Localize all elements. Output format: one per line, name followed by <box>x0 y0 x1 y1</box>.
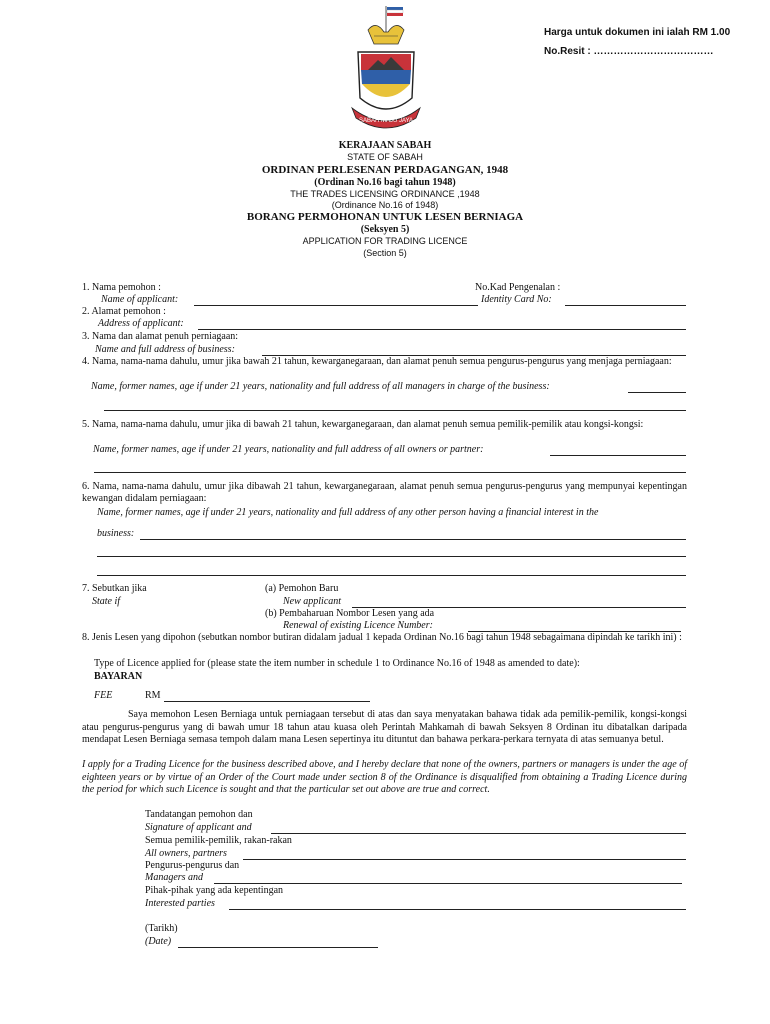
owners-field-2[interactable] <box>94 472 686 473</box>
bayaran-label: BAYARAN <box>94 671 143 682</box>
sig-applicant-field[interactable] <box>271 833 686 834</box>
sig-applicant-english: Signature of applicant and <box>145 822 252 833</box>
ic-label: No.Kad Pengenalan : <box>475 282 561 293</box>
q7-label: 7. Sebutkan jika <box>82 583 147 594</box>
q4-english: Name, former names, age if under 21 years, nationality and full address of all managers in charge of the business: <box>91 381 550 392</box>
declaration-english: I apply for a Trading Licence for the business described above, and I hereby declare that none of the owners, partners or managers is under the age of eighteen years or by virtue of an Order of the Court made under section 8 of the Ordinance is disqualified from obtaining a Trading Licence during the period for which such Licence is sought and that the particular set out above are true and correct. <box>82 759 687 795</box>
fee-label: FEE <box>94 690 113 701</box>
interested-field-3[interactable] <box>97 575 686 576</box>
declaration-malay: Saya memohon Lesen Berniaga untuk perniagaan tersebut di atas dan saya menyatakan bahawa tidak ada pemilik-pemilik, kongsi-kongsi atau pengurus-pengurus yang di bawah umur 18 tahun atau kuasa oleh Perintah Mahkamah di bawah Seksyen 8 Ordinan itu dibatalkan daripada mendapat Lesen Berniaga semasa tempoh dalam mana Lesen sepertinya itu dituntut dan bahawa perkara-perkara ternyata di atas semuanya betul. <box>82 709 687 745</box>
q5-label: 5. Nama, nama-nama dahulu, umur jika di bawah 21 tahun, kewarganegaraan, dan alamat penuh semua pemilik-pemilik atau kongsi-kongsi: <box>82 419 644 430</box>
interested-field-1[interactable] <box>140 539 686 540</box>
date-field[interactable] <box>178 947 378 948</box>
title-state: STATE OF SABAH <box>347 152 423 162</box>
sig-applicant-label: Tandatangan pemohon dan <box>145 809 253 820</box>
date-label: (Tarikh) <box>145 923 178 934</box>
sig-interested-english: Interested parties <box>145 898 215 909</box>
sig-owners-label: Semua pemilik-pemilik, rakan-rakan <box>145 835 292 846</box>
title-ordinance-en: THE TRADES LICENSING ORDINANCE ,1948 <box>290 189 480 199</box>
q8-label: 8. Jenis Lesen yang dipohon (sebutkan nombor butiran didalam jadual 1 kepada Ordinan No.16 bagi tahun 1948 sebagaimana dipindah ke tarikh ini) : <box>82 632 682 643</box>
q7b-label: (b) Pembaharuan Nombor Lesen yang ada <box>265 608 435 619</box>
q6-english-2: business: <box>97 528 135 539</box>
applicant-address-field[interactable] <box>198 329 686 330</box>
sig-owners-english: All owners, partners <box>145 848 227 859</box>
q2-label: 2. Alamat pemohon : <box>82 306 166 317</box>
receipt-number: No.Resit : ……………………………… <box>544 46 714 57</box>
managers-field-1[interactable] <box>628 392 686 393</box>
title-ordinance-no-en: (Ordinance No.16 of 1948) <box>331 200 439 210</box>
sig-managers-field[interactable] <box>214 883 682 884</box>
q4-label: 4. Nama, nama-nama dahulu, umur jika bawah 21 tahun, kewarganegaraan, dan alamat penuh semua pengurus-pengurus yang menjaga perniagaan: <box>82 356 672 367</box>
ic-english: Identity Card No: <box>481 294 552 305</box>
q7-english: State if <box>92 596 121 607</box>
sig-managers-english: Managers and <box>145 872 204 883</box>
q7a-label: (a) Pemohon Baru <box>265 583 339 594</box>
q5-english: Name, former names, age if under 21 years, nationality and full address of all owners or partner: <box>93 444 484 455</box>
sig-owners-field[interactable] <box>243 859 686 860</box>
applicant-name-field[interactable] <box>194 305 478 306</box>
title-ordinan: ORDINAN PERLESENAN PERDAGANGAN, 1948 <box>261 164 509 176</box>
title-kerajaan: KERAJAAN SABAH <box>338 140 432 151</box>
managers-field-2[interactable] <box>104 410 686 411</box>
crest-motto: SABAH MAJU JAYA <box>358 118 414 124</box>
title-section: (Section 5) <box>363 248 407 258</box>
title-borang: BORANG PERMOHONAN UNTUK LESEN BERNIAGA <box>246 211 524 223</box>
q3-english: Name and full address of business: <box>95 344 235 355</box>
sig-interested-field[interactable] <box>229 909 686 910</box>
q6-label: 6. Nama, nama-nama dahulu, umur jika dibawah 21 tahun, kewarganegaraan, alamat penuh semua pengurus-pengurus yang mempunyai kepentingan kewangan didalam perniagaan: <box>82 481 687 504</box>
owners-field-1[interactable] <box>550 455 686 456</box>
interested-field-2[interactable] <box>97 556 686 557</box>
title-application: APPLICATION FOR TRADING LICENCE <box>302 236 468 246</box>
fee-amount-field[interactable] <box>164 701 370 702</box>
q6-english: Name, former names, age if under 21 years, nationality and full address of any other person having a financial interest in the <box>97 507 599 518</box>
q1-label: 1. Nama pemohon : <box>82 282 161 293</box>
sig-managers-label: Pengurus-pengurus dan <box>145 860 240 871</box>
title-seksyen: (Seksyen 5) <box>360 224 410 235</box>
q2-english: Address of applicant: <box>98 318 184 329</box>
q7a-english: New applicant <box>283 596 342 607</box>
date-english: (Date) <box>145 936 172 947</box>
q7b-english: Renewal of existing Licence Number: <box>283 620 433 631</box>
sig-interested-label: Pihak-pihak yang ada kepentingan <box>145 885 284 896</box>
q3-label: 3. Nama dan alamat penuh perniagaan: <box>82 331 239 342</box>
q8-english: Type of Licence applied for (please state the item number in schedule 1 to Ordinance No.16 of 1948 as amended to date): <box>94 658 580 669</box>
rm-label: RM <box>145 690 161 701</box>
document-price: Harga untuk dokumen ini ialah RM 1.00 <box>544 27 731 38</box>
ic-number-field[interactable] <box>565 305 686 306</box>
sabah-crest-icon <box>338 2 434 138</box>
q1-english: Name of applicant: <box>101 294 179 305</box>
title-ordinan-no: (Ordinan No.16 bagi tahun 1948) <box>314 177 456 188</box>
